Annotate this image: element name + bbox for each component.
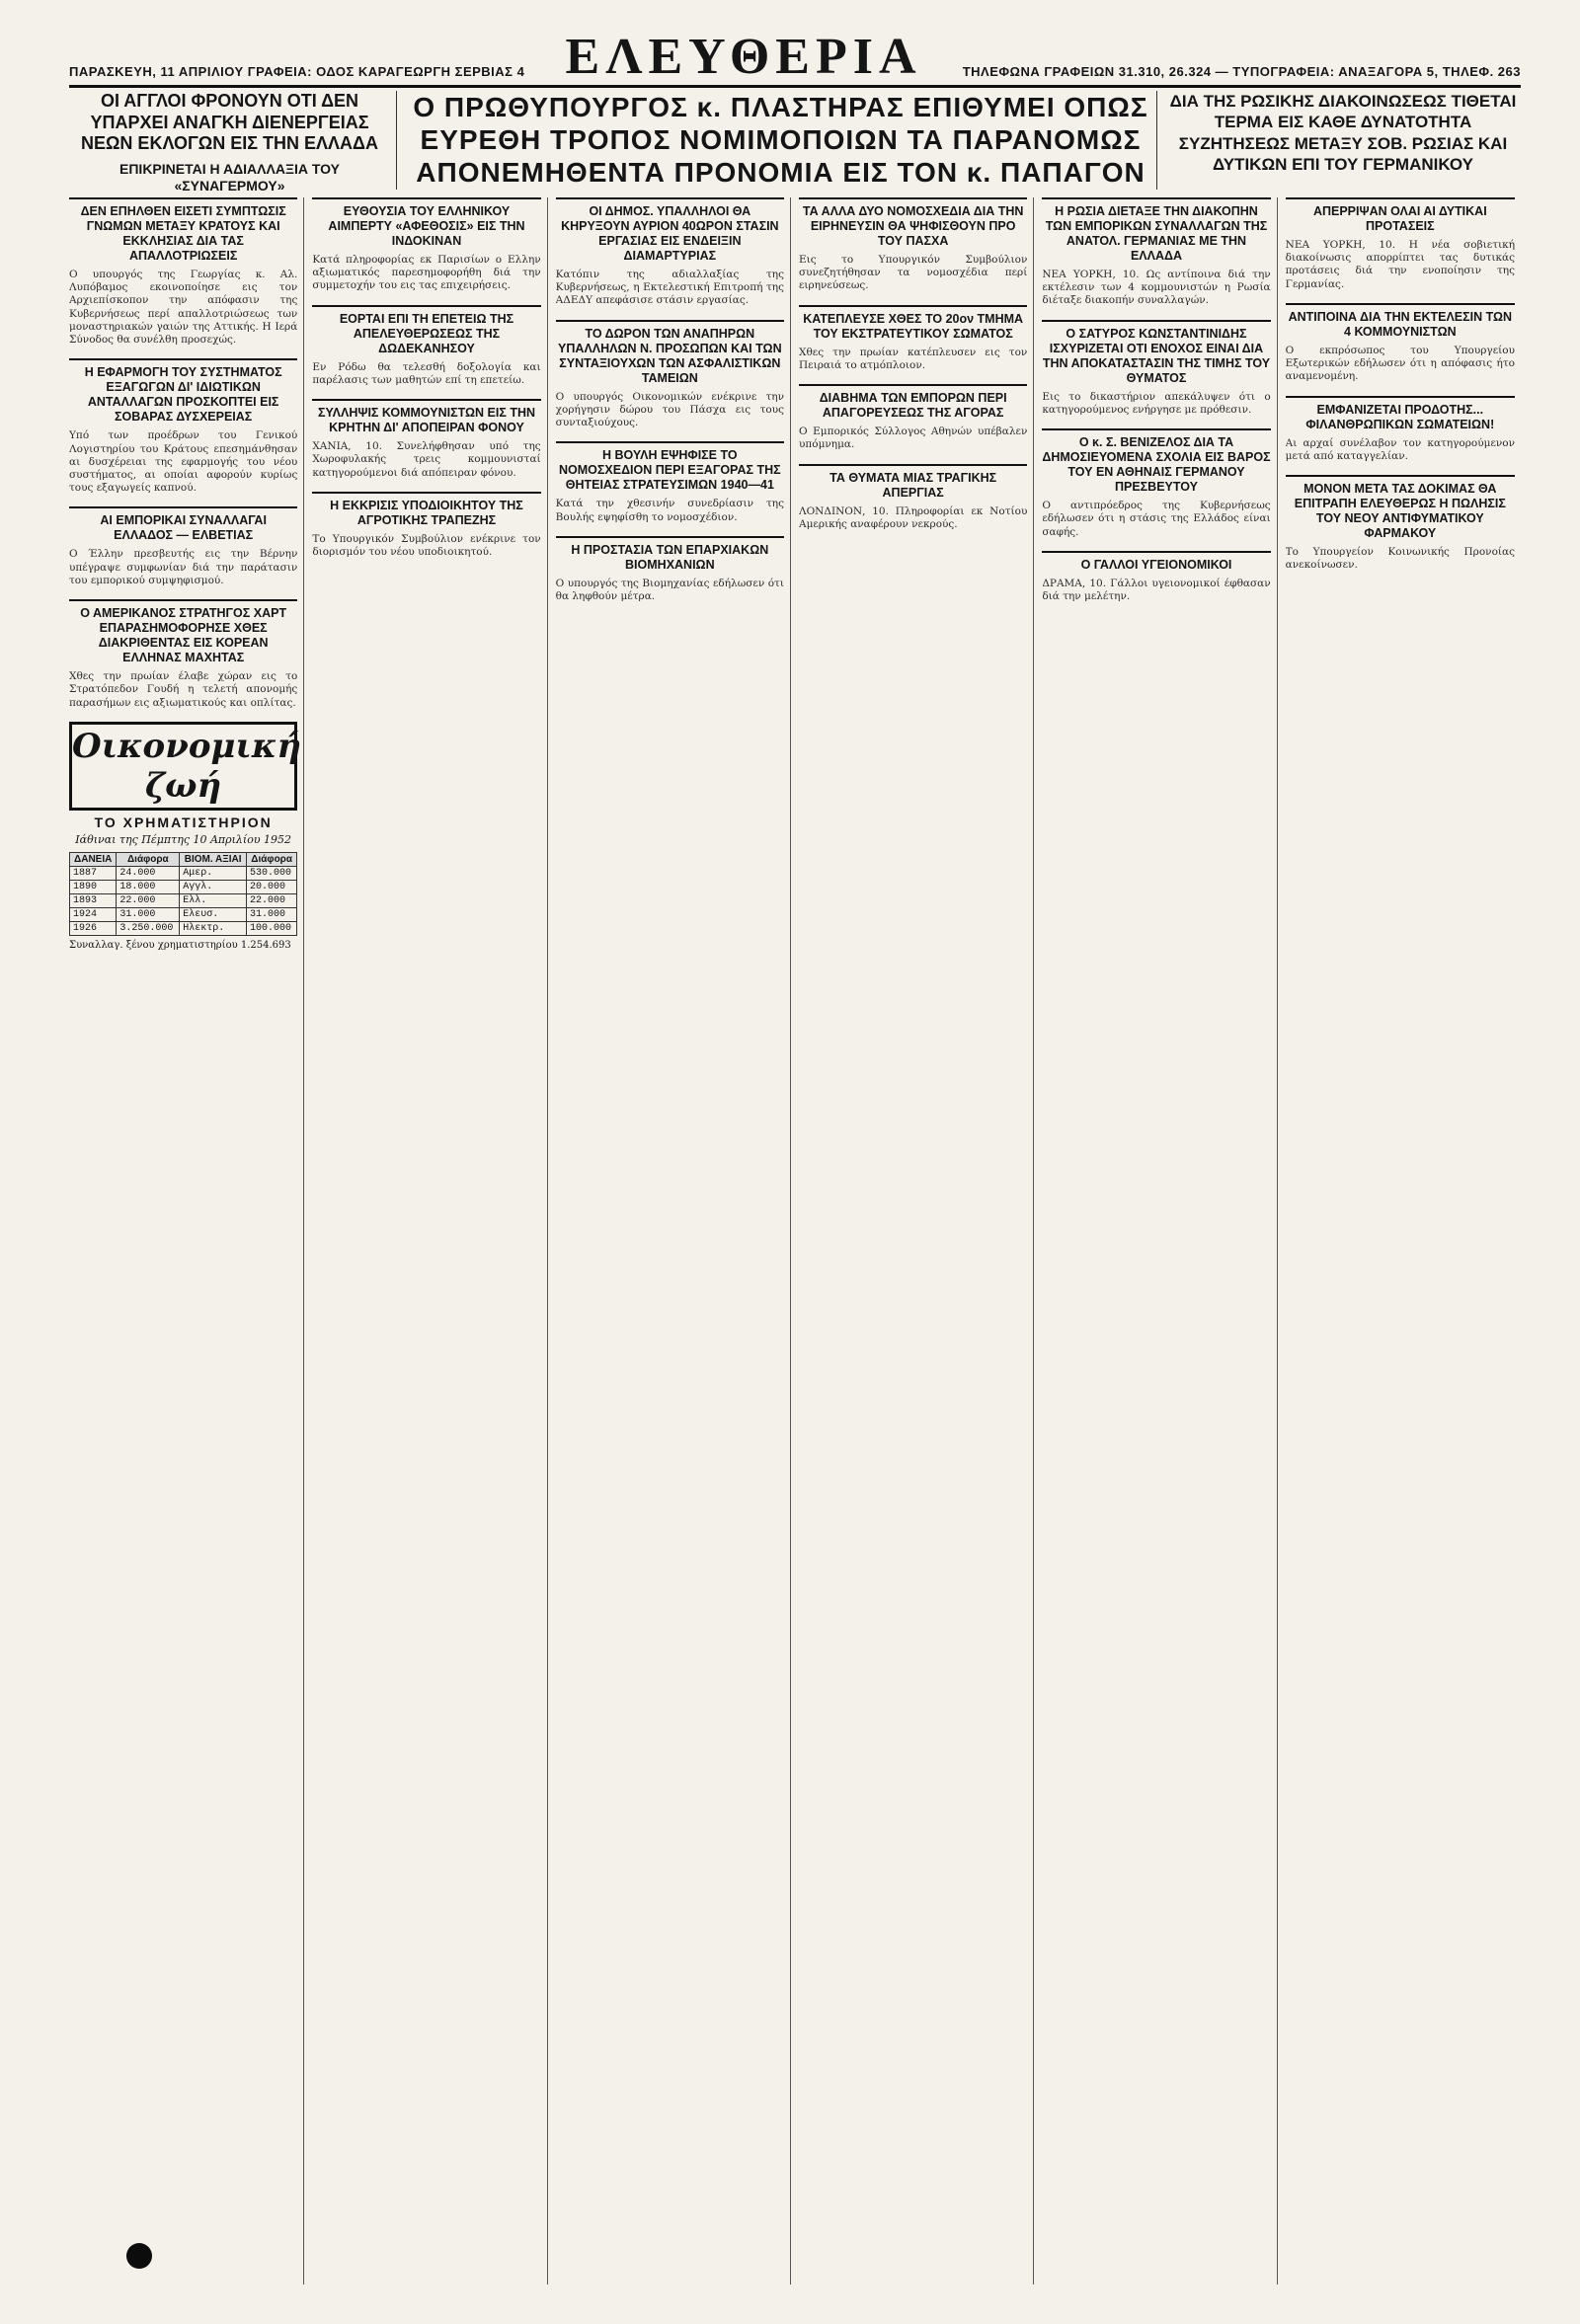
news-story: [312, 492, 540, 559]
news-story: [1286, 197, 1515, 291]
news-story: [312, 399, 540, 480]
news-column: [1286, 197, 1521, 2285]
news-story: [1286, 303, 1515, 384]
lead-right: [1165, 91, 1521, 190]
market-table: [69, 852, 297, 936]
news-story: [799, 197, 1027, 293]
story-headline: Ο κ. Σ. ΒΕΝΙΖΕΛΟΣ ΔΙΑ ΤΑ ΔΗΜΟΣΙΕΥΟΜΕΝΑ ΣΧΟΛΙΑ ΕΙΣ ΒΑΡΟΣ ΤΟΥ ΕΝ ΑΘΗΝΑΙΣ ΓΕΡΜΑΝΟΥ ΠΡΕΣΒΕΥΤΟΥ: [1042, 428, 1270, 495]
market-cell: 1893: [70, 893, 117, 907]
news-columns: [69, 197, 1521, 2285]
story-headline: ΑΙ ΕΜΠΟΡΙΚΑΙ ΣΥΝΑΛΛΑΓΑΙ ΕΛΛΑΔΟΣ — ΕΛΒΕΤΙΑΣ: [69, 506, 297, 543]
story-headline: Ο ΓΑΛΛΟΙ ΥΓΕΙΟΝΟΜΙΚΟΙ: [1042, 551, 1270, 573]
market-cell: 31.000: [247, 907, 297, 921]
story-body: Υπό των προέδρων του Γενικού Λογιστηρίου του Κράτους επεσημάνθησαν αι δυσχέρειαι της εφαρμογής του νέου συστήματος, αι οποίαι αφορούν κυρίως τους εξαγωγείς καπνού.: [69, 429, 298, 495]
lead-center-headline: Ο ΠΡΩΘΥΠΟΥΡΓΟΣ κ. ΠΛΑΣΤΗΡΑΣ ΕΠΙΘΥΜΕΙ ΟΠΩΣ ΕΥΡΕΘΗ ΤΡΟΠΟΣ ΝΟΜΙΜΟΠΟΙΩΝ ΤΑ ΠΑΡΑΝΟΜΩΣ ΑΠΟΝΕΜΗΘΕΝΤΑ ΠΡΟΝΟΜΙΑ ΕΙΣ ΤΟΝ κ. ΠΑΠΑΓΟΝ: [413, 92, 1148, 189]
story-headline: ΑΝΤΙΠΟΙΝΑ ΔΙΑ ΤΗΝ ΕΚΤΕΛΕΣΙΝ ΤΩΝ 4 ΚΟΜΜΟΥΝΙΣΤΩΝ: [1286, 303, 1515, 340]
news-story: [69, 197, 297, 347]
market-cell: 22.000: [247, 893, 297, 907]
market-cell: 31.000: [117, 907, 180, 921]
news-story: [312, 197, 540, 293]
market-cell: 530.000: [247, 866, 297, 880]
news-column: [312, 197, 547, 2285]
market-cell: 1926: [70, 921, 117, 935]
story-body: ΝΕΑ ΥΟΡΚΗ, 10. Η νέα σοβιετική διακοίνωσις απορρίπτει τας δυτικάς προτάσεις διά την ενοποίησιν της Γερμανίας.: [1285, 239, 1515, 290]
story-headline: Η ΕΚΚΡΙΣΙΣ ΥΠΟΔΙΟΙΚΗΤΟΥ ΤΗΣ ΑΓΡΟΤΙΚΗΣ ΤΡΑΠΕΖΗΣ: [312, 492, 540, 528]
market-cell: 100.000: [247, 921, 297, 935]
news-story: [312, 305, 540, 387]
news-story: [69, 506, 297, 587]
story-headline: Ο ΣΑΤΥΡΟΣ ΚΩΝΣΤΑΝΤΙΝΙΔΗΣ ΙΣΧΥΡΙΖΕΤΑΙ ΟΤΙ ΕΝΟΧΟΣ ΕΙΝΑΙ ΔΙΑ ΤΗΝ ΑΠΟΚΑΤΑΣΤΑΣΙΝ ΤΗΣ ΤΙΜΗΣ ΤΟΥ ΘΥΜΑΤΟΣ: [1042, 320, 1270, 386]
lead-headlines: [69, 91, 1521, 194]
news-story: [1042, 197, 1270, 308]
news-story: [799, 305, 1027, 372]
story-body: Κατά πληροφορίας εκ Παρισίων ο Ελλην αξιωματικός παρεσημοφορήθη διά την συμμετοχήν του εις τας επιχειρήσεις.: [312, 254, 541, 292]
market-cell: Ελευσ.: [180, 907, 247, 921]
market-cell: 18.000: [117, 880, 180, 893]
story-headline: ΔΕΝ ΕΠΗΛΘΕΝ ΕΙΣΕΤΙ ΣΥΜΠΤΩΣΙΣ ΓΝΩΜΩΝ ΜΕΤΑΞΥ ΚΡΑΤΟΥΣ ΚΑΙ ΕΚΚΛΗΣΙΑΣ ΔΙΑ ΤΑΣ ΑΠΑΛΛΟΤΡΙΩΣΕΙΣ: [69, 197, 297, 264]
story-body: Αι αρχαί συνέλαβον τον κατηγορούμενον μετά από καταγγελίαν.: [1285, 436, 1515, 462]
news-story: [1286, 475, 1515, 572]
table-row: [70, 866, 297, 880]
masthead-phones: ΤΗΛΕΦΩΝΑ ΓΡΑΦΕΙΩΝ 31.310, 26.324 — ΤΥΠΟΓΡΑΦΕΙΑ: ΑΝΑΞΑΓΟΡΑ 5, ΤΗΛΕΦ. 263: [962, 64, 1521, 79]
story-headline: ΣΥΛΛΗΨΙΣ ΚΟΜΜΟΥΝΙΣΤΩΝ ΕΙΣ ΤΗΝ ΚΡΗΤΗΝ ΔΙ' ΑΠΟΠΕΙΡΑΝ ΦΟΝΟΥ: [312, 399, 540, 435]
market-cell: Ελλ.: [180, 893, 247, 907]
economy-title: Οικονομική ζωή: [69, 722, 297, 811]
economy-date: Ιάθιναι της Πέμπτης 10 Απριλίου 1952: [75, 832, 292, 846]
market-cell: 1890: [70, 880, 117, 893]
market-header: Διάφορα: [117, 852, 180, 866]
masthead: [69, 29, 1521, 88]
story-body: Ο υπουργός Οικονομικών ενέκρινε την χορήγησιν δώρου του Πάσχα εις τους συνταξιούχους.: [555, 390, 784, 429]
story-body: Χθες την πρωίαν κατέπλευσεν εις τον Πειραιά το ατμόπλοιον.: [798, 346, 1028, 371]
market-cell: 1924: [70, 907, 117, 921]
story-body: ΝΕΑ ΥΟΡΚΗ, 10. Ως αντίποινα διά την εκτέλεσιν των 4 κομμουνιστών η Ρωσία διέταξε διακοπήν συναλλαγών.: [1042, 269, 1271, 307]
market-header: Διάφορα: [247, 852, 297, 866]
story-headline: Η ΡΩΣΙΑ ΔΙΕΤΑΞΕ ΤΗΝ ΔΙΑΚΟΠΗΝ ΤΩΝ ΕΜΠΟΡΙΚΩΝ ΣΥΝΑΛΛΑΓΩΝ ΤΗΣ ΑΝΑΤΟΛ. ΓΕΡΜΑΝΙΑΣ ΜΕ ΤΗΝ ΕΛΛΑΔΑ: [1042, 197, 1270, 264]
story-headline: ΤΟ ΔΩΡΟΝ ΤΩΝ ΑΝΑΠΗΡΩΝ ΥΠΑΛΛΗΛΩΝ Ν. ΠΡΟΣΩΠΩΝ ΚΑΙ ΤΩΝ ΣΥΝΤΑΞΙΟΥΧΩΝ ΤΩΝ ΑΣΦΑΛΙΣΤΙΚΩΝ ΤΑΜΕΙΩΝ: [556, 320, 784, 386]
story-body: Κατά την χθεσινήν συνεδρίασιν της Βουλής εψηφίσθη το νομοσχέδιον.: [555, 498, 784, 523]
story-body: Εις το δικαστήριον απεκάλυψεν ότι ο κατηγορούμενος ενήργησε με πρόθεσιν.: [1042, 390, 1271, 416]
market-cell: 24.000: [117, 866, 180, 880]
news-column: [556, 197, 791, 2285]
story-body: Ο εκπρόσωπος του Υπουργείου Εξωτερικών εδήλωσεν ότι η απόφασις ήτο αναμενομένη.: [1285, 344, 1515, 383]
news-story: [799, 384, 1027, 451]
table-row: [70, 880, 297, 893]
market-cell: 20.000: [247, 880, 297, 893]
news-column: [69, 197, 304, 2285]
story-body: Ο Έλλην πρεσβευτής εις την Βέρνην υπέγραψε συμφωνίαν διά την παράτασιν του εμπορικού συμψηφισμού.: [69, 548, 298, 586]
story-headline: ΑΠΕΡΡΙΨΑΝ ΟΛΑΙ ΑΙ ΔΥΤΙΚΑΙ ΠΡΟΤΑΣΕΙΣ: [1286, 197, 1515, 234]
story-body: Ο αντιπρόεδρος της Κυβερνήσεως εδήλωσεν ότι η στάσις της Ελλάδος είναι σαφής.: [1042, 500, 1271, 538]
market-cell: Ηλεκτρ.: [180, 921, 247, 935]
story-body: ΧΑΝΙΑ, 10. Συνελήφθησαν υπό της Χωροφυλακής τρεις κομμουνισταί κατηγορούμενοι διά απόπειραν φόνου.: [312, 440, 541, 479]
story-body: Ο υπουργός της Γεωργίας κ. Αλ. Λυπόβαμος εκοινοποίησε εις τον Αρχιεπίσκοπον την απόφασιν της Κυβερνήσεως περί απαλλοτριώσεως των μοναστηριακών γαιών της Αττικής. Η Ιερά Σύνοδος θα συνέλθη προσεχώς.: [69, 269, 298, 347]
news-story: [1042, 551, 1270, 603]
news-story: [799, 464, 1027, 531]
story-headline: Ο ΑΜΕΡΙΚΑΝΟΣ ΣΤΡΑΤΗΓΟΣ ΧΑΡΤ ΕΠΑΡΑΣΗΜΟΦΟΡΗΣΕ ΧΘΕΣ ΔΙΑΚΡΙΘΕΝΤΑΣ ΕΙΣ ΚΟΡΕΑΝ ΕΛΛΗΝΑΣ ΜΑΧΗΤΑΣ: [69, 599, 297, 665]
story-body: Εν Ρόδω θα τελεσθή δοξολογία και παρέλασις των μαθητών επί τη επετείω.: [312, 360, 541, 386]
story-headline: ΔΙΑΒΗΜΑ ΤΩΝ ΕΜΠΟΡΩΝ ΠΕΡΙ ΑΠΑΓΟΡΕΥΣΕΩΣ ΤΗΣ ΑΓΟΡΑΣ: [799, 384, 1027, 421]
market-footer: Συναλλαγ. ξένου χρηματιστηρίου 1.254.693: [69, 939, 291, 951]
story-headline: Η ΒΟΥΛΗ ΕΨΗΦΙΣΕ ΤΟ ΝΟΜΟΣΧΕΔΙΟΝ ΠΕΡΙ ΕΞΑΓΟΡΑΣ ΤΗΣ ΘΗΤΕΙΑΣ ΣΤΡΑΤΕΥΣΙΜΩΝ 1940—41: [556, 441, 784, 493]
news-story: [556, 441, 784, 523]
market-header: ΒΙΟΜ. ΑΞΙΑΙ: [180, 852, 247, 866]
story-headline: Η ΠΡΟΣΤΑΣΙΑ ΤΩΝ ΕΠΑΡΧΙΑΚΩΝ ΒΙΟΜΗΧΑΝΙΩΝ: [556, 536, 784, 573]
story-headline: ΜΟΝΟΝ ΜΕΤΑ ΤΑΣ ΔΟΚΙΜΑΣ ΘΑ ΕΠΙΤΡΑΠΗ ΕΛΕΥΘΕΡΩΣ Η ΠΩΛΗΣΙΣ ΤΟΥ ΝΕΟΥ ΑΝΤΙΦΥΜΑΤΙΚΟΥ ΦΑΡΜΑΚΟΥ: [1286, 475, 1515, 541]
table-row: [70, 921, 297, 935]
lead-left-subheadline: ΕΠΙΚΡΙΝΕΤΑΙ Η ΑΔΙΑΛΛΑΞΙΑ ΤΟΥ «ΣΥΝΑΓΕΡΜΟΥ»: [118, 160, 340, 194]
masthead-date-address: ΠΑΡΑΣΚΕΥΗ, 11 ΑΠΡΙΛΙΟΥ ΓΡΑΦΕΙΑ: ΟΔΟΣ ΚΑΡΑΓΕΩΡΓΗ ΣΕΡΒΙΑΣ 4: [69, 64, 525, 79]
news-story: [556, 536, 784, 603]
news-story: [1042, 320, 1270, 417]
news-story: [1042, 428, 1270, 539]
story-body: Το Υπουργικόν Συμβούλιον ενέκρινε τον διορισμόν του νέου υποδιοικητού.: [312, 532, 541, 558]
economy-subtitle: ΤΟ ΧΡΗΜΑΤΙΣΤΗΡΙΟΝ: [94, 813, 273, 830]
story-body: Το Υπουργείον Κοινωνικής Προνοίας ανεκοίνωσεν.: [1285, 545, 1515, 572]
story-headline: ΤΑ ΘΥΜΑΤΑ ΜΙΑΣ ΤΡΑΓΙΚΗΣ ΑΠΕΡΓΙΑΣ: [799, 464, 1027, 501]
story-headline: ΕΥΘΟΥΣΙΑ ΤΟΥ ΕΛΛΗΝΙΚΟΥ ΑΙΜΠΕΡΤΥ «ΑΦΕΘΟΣΙΣ» ΕΙΣ ΤΗΝ ΙΝΔΟΚΙΝΑΝ: [312, 197, 540, 249]
table-row: [70, 907, 297, 921]
story-body: Κατόπιν της αδιαλλαξίας της Κυβερνήσεως, η Εκτελεστική Επιτροπή της ΑΔΕΔΥ απεφάσισε στάσιν εργασίας.: [555, 269, 784, 307]
story-headline: ΕΜΦΑΝΙΖΕΤΑΙ ΠΡΟΔΟΤΗΣ... ΦΙΛΑΝΘΡΩΠΙΚΩΝ ΣΩΜΑΤΕΙΩΝ!: [1286, 396, 1515, 432]
lead-right-headline: ΔΙΑ ΤΗΣ ΡΩΣΙΚΗΣ ΔΙΑΚΟΙΝΩΣΕΩΣ ΤΙΘΕΤΑΙ ΤΕΡΜΑ ΕΙΣ ΚΑΘΕ ΔΥΝΑΤΟΤΗΤΑ ΣΥΖΗΤΗΣΕΩΣ ΜΕΤΑΞΥ ΣΟΒ. ΡΩΣΙΑΣ ΚΑΙ ΔΥΤΙΚΩΝ ΕΠΙ ΤΟΥ ΓΕΡΜΑΝΙΚΟΥ: [1169, 92, 1517, 174]
ink-blot: [126, 2243, 152, 2269]
market-cell: 22.000: [117, 893, 180, 907]
table-row: [70, 893, 297, 907]
lead-left-headline: ΟΙ ΑΓΓΛΟΙ ΦΡΟΝΟΥΝ ΟΤΙ ΔΕΝ ΥΠΑΡΧΕΙ ΑΝΑΓΚΗ ΔΙΕΝΕΡΓΕΙΑΣ ΝΕΩΝ ΕΚΛΟΓΩΝ ΕΙΣ ΤΗΝ ΕΛΛΑΔΑ: [81, 91, 378, 154]
news-story: [1286, 396, 1515, 463]
story-headline: ΤΑ ΑΛΛΑ ΔΥΟ ΝΟΜΟΣΧΕΔΙΑ ΔΙΑ ΤΗΝ ΕΙΡΗΝΕΥΣΙΝ ΘΑ ΨΗΦΙΣΘΟΥΝ ΠΡΟ ΤΟΥ ΠΑΣΧΑ: [799, 197, 1027, 249]
news-story: [69, 358, 297, 495]
news-column: [799, 197, 1034, 2285]
story-body: ΛΟΝΔΙΝΟΝ, 10. Πληροφορίαι εκ Νοτίου Αμερικής αναφέρουν νεκρούς.: [798, 504, 1028, 530]
economy-section: [69, 722, 302, 951]
news-story: [556, 197, 784, 308]
story-body: Ο Εμπορικός Σύλλογος Αθηνών υπέβαλεν υπόμνημα.: [798, 426, 1028, 451]
story-body: Ο υπουργός της Βιομηχανίας εδήλωσεν ότι θα ληφθούν μέτρα.: [555, 577, 784, 602]
market-cell: Αγγλ.: [180, 880, 247, 893]
market-cell: 1887: [70, 866, 117, 880]
story-headline: ΟΙ ΔΗΜΟΣ. ΥΠΑΛΛΗΛΟΙ ΘΑ ΚΗΡΥΞΟΥΝ ΑΥΡΙΟΝ 40ΩΡΟΝ ΣΤΑΣΙΝ ΕΡΓΑΣΙΑΣ ΕΙΣ ΕΝΔΕΙΞΙΝ ΔΙΑΜΑΡΤΥΡΙΑΣ: [556, 197, 784, 264]
news-story: [556, 320, 784, 430]
story-body: ΔΡΑΜΑ, 10. Γάλλοι υγειονομικοί έφθασαν διά την μελέτην.: [1042, 577, 1271, 602]
story-headline: ΚΑΤΕΠΛΕΥΣΕ ΧΘΕΣ ΤΟ 20ον ΤΜΗΜΑ ΤΟΥ ΕΚΣΤΡΑΤΕΥΤΙΚΟΥ ΣΩΜΑΤΟΣ: [799, 305, 1027, 342]
news-column: [1042, 197, 1277, 2285]
lead-center: [405, 91, 1157, 190]
news-story: [69, 599, 297, 710]
story-body: Εις το Υπουργικόν Συμβούλιον συνεζητήθησαν τα νομοσχέδια περί ειρηνεύσεως.: [798, 254, 1028, 292]
story-headline: ΕΟΡΤΑΙ ΕΠΙ ΤΗ ΕΠΕΤΕΙΩ ΤΗΣ ΑΠΕΛΕΥΘΕΡΩΣΕΩΣ ΤΗΣ ΔΩΔΕΚΑΝΗΣΟΥ: [312, 305, 540, 356]
market-header: ΔΑΝΕΙΑ: [70, 852, 117, 866]
masthead-title: ΕΛΕΥΘΕΡΙΑ: [565, 29, 922, 85]
market-cell: 3.250.000: [117, 921, 180, 935]
market-cell: Αμερ.: [180, 866, 247, 880]
story-headline: Η ΕΦΑΡΜΟΓΗ ΤΟΥ ΣΥΣΤΗΜΑΤΟΣ ΕΞΑΓΩΓΩΝ ΔΙ' ΙΔΙΩΤΙΚΩΝ ΑΝΤΑΛΛΑΓΩΝ ΠΡΟΣΚΟΠΤΕΙ ΕΙΣ ΣΟΒΑΡΑΣ ΔΥΣΧΕΡΕΙΑΣ: [69, 358, 297, 425]
lead-left: [69, 91, 397, 194]
story-body: Χθες την πρωίαν έλαβε χώραν εις το Στρατόπεδον Γουδή η τελετή απονομής παρασήμων εις αξιωματικούς και οπλίτας.: [69, 670, 298, 709]
